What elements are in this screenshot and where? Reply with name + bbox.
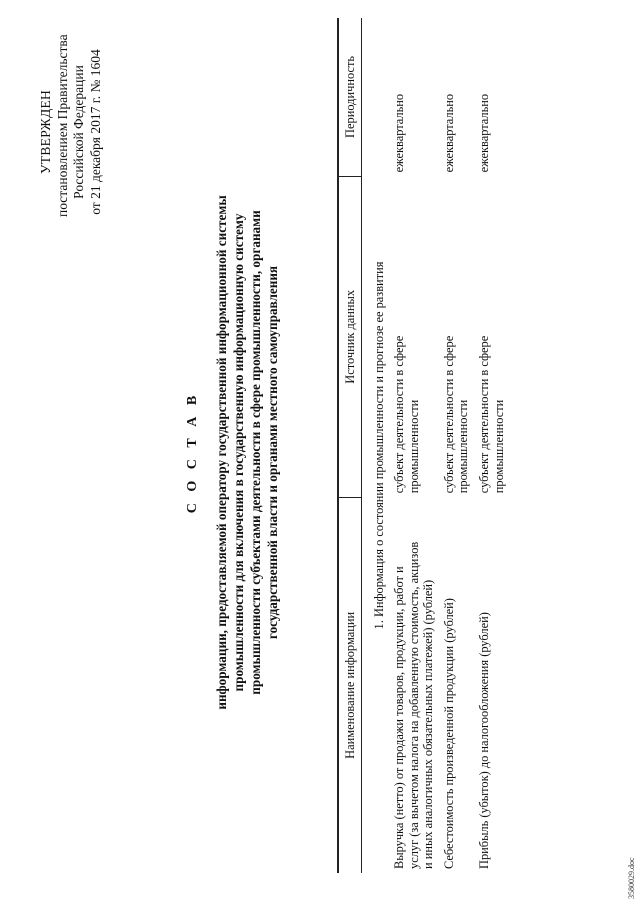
period-cell: ежеквартально [392, 93, 407, 173]
header-period: Периодичность [338, 18, 362, 176]
info-name-cell [476, 497, 511, 873]
title-main: С О С Т А В [185, 391, 200, 514]
info-name-cell [441, 497, 476, 873]
info-name-line: Прибыль (убыток) до налогообложения (рублей) [477, 612, 492, 869]
info-name-line: Выручка (нетто) от продажи товаров, продукции, работ и [392, 566, 407, 869]
source-line: промышленности [406, 399, 421, 494]
approval-stamp [38, 34, 104, 217]
table-row [476, 18, 511, 873]
approval-line: Российской Федерации [71, 65, 86, 199]
source-cell [391, 176, 441, 497]
header-source: Источник данных [338, 176, 362, 497]
title-line: промышленности для включения в государственную информационную систему [231, 213, 246, 692]
period-cell: ежеквартально [477, 93, 492, 173]
info-name-cell [391, 497, 441, 873]
file-name: 3580029.doc [627, 857, 636, 899]
section-title: 1. Информация о состоянии промышленности и прогнозе ее развития [372, 261, 387, 630]
table-row [441, 18, 476, 873]
approval-line: постановлением Правительства [54, 34, 70, 217]
source-line: субъект деятельности в сфере [392, 335, 407, 494]
document-title [184, 80, 281, 825]
source-line: субъект деятельности в сфере [477, 335, 492, 494]
source-line: промышленности [491, 399, 506, 494]
approval-heading: УТВЕРЖДЕН [38, 89, 53, 175]
source-line: субъект деятельности в сфере [442, 335, 457, 494]
source-cell [476, 176, 511, 497]
source-cell [441, 176, 476, 497]
info-name-line: и иных аналогичных обязательных платежей) (рублей) [420, 579, 435, 869]
info-name-line: Себестоимость произведенной продукции (рублей) [442, 598, 457, 869]
approval-line: от 21 декабря 2017 г. № 1604 [87, 49, 103, 215]
table-header-row [338, 18, 362, 873]
title-line: промышленности субъектами деятельности в сфере промышленности, органами [248, 210, 263, 695]
header-name: Наименование информации [338, 497, 362, 873]
information-table [337, 18, 512, 873]
info-name-line: услуг (за вычетом налога на добавленную стоимость, акцизов [406, 541, 421, 869]
period-cell: ежеквартально [442, 93, 457, 173]
title-line: государственной власти и органами местного самоуправления [265, 265, 280, 640]
source-line: промышленности [456, 399, 471, 494]
section-row [362, 18, 392, 873]
table-row [391, 18, 441, 873]
title-line: информации, предоставляемой оператору государственной информационной системы [214, 195, 229, 710]
